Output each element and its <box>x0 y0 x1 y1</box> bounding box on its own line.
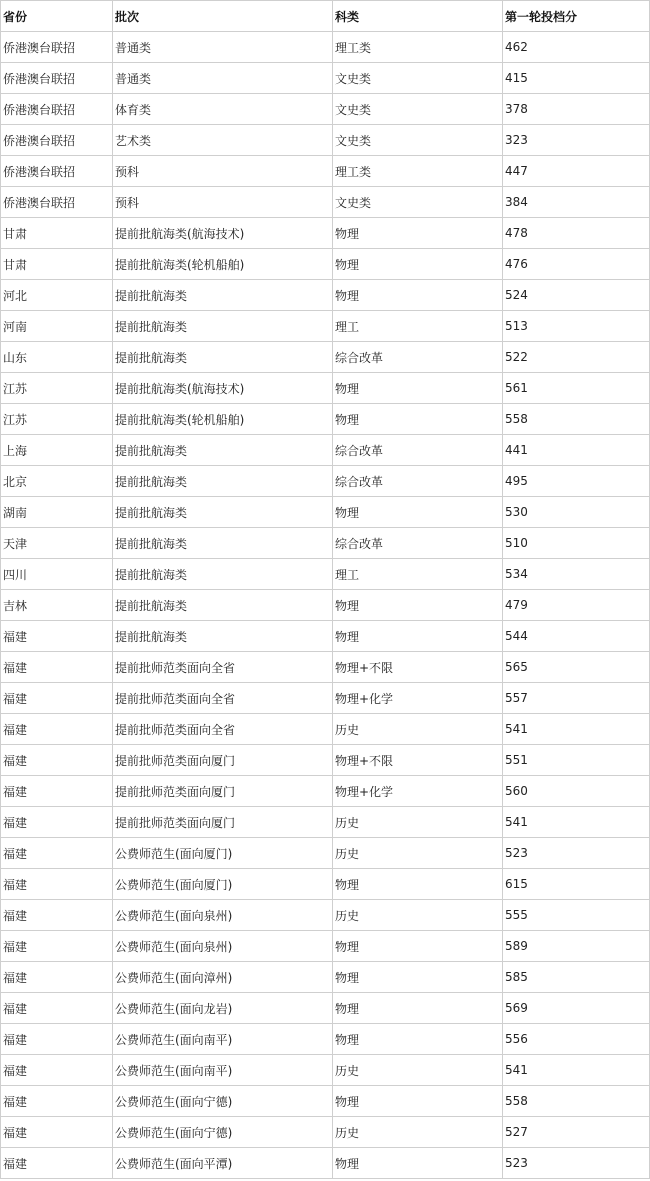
cell-subject: 文史类 <box>333 125 503 156</box>
cell-batch: 提前批航海类(航海技术) <box>113 373 333 404</box>
cell-province: 福建 <box>1 869 113 900</box>
cell-batch: 提前批航海类 <box>113 559 333 590</box>
cell-score: 447 <box>503 156 650 187</box>
cell-score: 585 <box>503 962 650 993</box>
table-row <box>1 869 650 900</box>
cell-batch: 预科 <box>113 156 333 187</box>
table-row <box>1 156 650 187</box>
table-row <box>1 342 650 373</box>
cell-subject: 综合改革 <box>333 435 503 466</box>
cell-subject: 文史类 <box>333 94 503 125</box>
cell-subject: 物理+化学 <box>333 683 503 714</box>
cell-province: 福建 <box>1 652 113 683</box>
cell-batch: 艺术类 <box>113 125 333 156</box>
cell-province: 福建 <box>1 1117 113 1148</box>
cell-score: 530 <box>503 497 650 528</box>
cell-batch: 提前批航海类(航海技术) <box>113 218 333 249</box>
cell-batch: 公费师范生(面向平潭) <box>113 1148 333 1179</box>
table-row <box>1 32 650 63</box>
cell-score: 462 <box>503 32 650 63</box>
cell-province: 湖南 <box>1 497 113 528</box>
table-row <box>1 466 650 497</box>
cell-score: 495 <box>503 466 650 497</box>
cell-subject: 综合改革 <box>333 466 503 497</box>
table-row <box>1 218 650 249</box>
cell-subject: 物理 <box>333 590 503 621</box>
cell-province: 江苏 <box>1 404 113 435</box>
cell-province: 福建 <box>1 993 113 1024</box>
cell-subject: 物理+不限 <box>333 745 503 776</box>
cell-subject: 历史 <box>333 900 503 931</box>
cell-subject: 物理 <box>333 993 503 1024</box>
cell-province: 福建 <box>1 838 113 869</box>
cell-subject: 物理 <box>333 373 503 404</box>
cell-province: 福建 <box>1 962 113 993</box>
cell-score: 522 <box>503 342 650 373</box>
cell-subject: 物理 <box>333 497 503 528</box>
cell-batch: 提前批航海类 <box>113 342 333 373</box>
table-row <box>1 1148 650 1179</box>
cell-province: 山东 <box>1 342 113 373</box>
cell-province: 北京 <box>1 466 113 497</box>
table-row <box>1 497 650 528</box>
header-province: 省份 <box>1 1 113 32</box>
header-subject: 科类 <box>333 1 503 32</box>
cell-score: 569 <box>503 993 650 1024</box>
cell-score: 524 <box>503 280 650 311</box>
table-body <box>1 32 650 1179</box>
cell-province: 福建 <box>1 807 113 838</box>
cell-province: 河北 <box>1 280 113 311</box>
cell-province: 吉林 <box>1 590 113 621</box>
cell-batch: 公费师范生(面向厦门) <box>113 869 333 900</box>
cell-subject: 综合改革 <box>333 342 503 373</box>
cell-batch: 普通类 <box>113 63 333 94</box>
table-row <box>1 94 650 125</box>
table-row <box>1 714 650 745</box>
table-row <box>1 311 650 342</box>
cell-subject: 物理 <box>333 1086 503 1117</box>
cell-province: 四川 <box>1 559 113 590</box>
table-row <box>1 125 650 156</box>
table-row <box>1 435 650 466</box>
cell-batch: 公费师范生(面向泉州) <box>113 900 333 931</box>
table-row <box>1 187 650 218</box>
table-row <box>1 404 650 435</box>
cell-province: 福建 <box>1 714 113 745</box>
cell-province: 福建 <box>1 745 113 776</box>
cell-batch: 提前批航海类 <box>113 280 333 311</box>
cell-subject: 物理 <box>333 249 503 280</box>
cell-subject: 理工类 <box>333 32 503 63</box>
cell-score: 534 <box>503 559 650 590</box>
cell-score: 510 <box>503 528 650 559</box>
cell-batch: 公费师范生(面向厦门) <box>113 838 333 869</box>
cell-subject: 历史 <box>333 714 503 745</box>
table-row <box>1 683 650 714</box>
cell-province: 福建 <box>1 621 113 652</box>
table-row <box>1 652 650 683</box>
cell-batch: 公费师范生(面向南平) <box>113 1055 333 1086</box>
table-row <box>1 280 650 311</box>
cell-score: 384 <box>503 187 650 218</box>
cell-subject: 物理+不限 <box>333 652 503 683</box>
cell-batch: 体育类 <box>113 94 333 125</box>
cell-batch: 提前批航海类 <box>113 497 333 528</box>
cell-batch: 公费师范生(面向泉州) <box>113 931 333 962</box>
cell-batch: 提前批师范类面向厦门 <box>113 807 333 838</box>
cell-score: 560 <box>503 776 650 807</box>
table-row <box>1 931 650 962</box>
cell-score: 541 <box>503 1055 650 1086</box>
header-score: 第一轮投档分 <box>503 1 650 32</box>
cell-province: 福建 <box>1 1086 113 1117</box>
table-row <box>1 776 650 807</box>
cell-batch: 提前批航海类(轮机船舶) <box>113 404 333 435</box>
cell-subject: 历史 <box>333 1055 503 1086</box>
table-row <box>1 1024 650 1055</box>
cell-score: 476 <box>503 249 650 280</box>
cell-score: 557 <box>503 683 650 714</box>
cell-score: 558 <box>503 1086 650 1117</box>
cell-province: 福建 <box>1 683 113 714</box>
table-row <box>1 590 650 621</box>
cell-batch: 提前批航海类(轮机船舶) <box>113 249 333 280</box>
cell-province: 天津 <box>1 528 113 559</box>
cell-score: 558 <box>503 404 650 435</box>
cell-batch: 提前批师范类面向厦门 <box>113 776 333 807</box>
cell-subject: 历史 <box>333 807 503 838</box>
cell-subject: 文史类 <box>333 63 503 94</box>
cell-province: 侨港澳台联招 <box>1 94 113 125</box>
cell-score: 323 <box>503 125 650 156</box>
cell-batch: 提前批航海类 <box>113 435 333 466</box>
cell-score: 441 <box>503 435 650 466</box>
cell-score: 565 <box>503 652 650 683</box>
cell-score: 478 <box>503 218 650 249</box>
cell-subject: 物理 <box>333 621 503 652</box>
cell-province: 上海 <box>1 435 113 466</box>
cell-score: 527 <box>503 1117 650 1148</box>
cell-batch: 公费师范生(面向南平) <box>113 1024 333 1055</box>
cell-batch: 公费师范生(面向宁德) <box>113 1086 333 1117</box>
table-row <box>1 63 650 94</box>
table-row <box>1 962 650 993</box>
cell-province: 河南 <box>1 311 113 342</box>
cell-score: 523 <box>503 1148 650 1179</box>
cell-subject: 历史 <box>333 1117 503 1148</box>
cell-subject: 理工类 <box>333 156 503 187</box>
cell-score: 589 <box>503 931 650 962</box>
cell-score: 544 <box>503 621 650 652</box>
cell-batch: 提前批师范类面向全省 <box>113 652 333 683</box>
cell-subject: 物理 <box>333 1024 503 1055</box>
cell-province: 侨港澳台联招 <box>1 32 113 63</box>
cell-batch: 提前批航海类 <box>113 311 333 342</box>
cell-batch: 公费师范生(面向漳州) <box>113 962 333 993</box>
cell-batch: 提前批师范类面向全省 <box>113 683 333 714</box>
cell-subject: 物理 <box>333 404 503 435</box>
cell-subject: 综合改革 <box>333 528 503 559</box>
cell-subject: 历史 <box>333 838 503 869</box>
cell-subject: 理工 <box>333 311 503 342</box>
cell-province: 江苏 <box>1 373 113 404</box>
cell-province: 侨港澳台联招 <box>1 63 113 94</box>
cell-batch: 提前批师范类面向全省 <box>113 714 333 745</box>
table-row <box>1 1117 650 1148</box>
cell-score: 378 <box>503 94 650 125</box>
cell-score: 415 <box>503 63 650 94</box>
cell-score: 541 <box>503 714 650 745</box>
table-row <box>1 373 650 404</box>
table-row <box>1 993 650 1024</box>
cell-subject: 物理 <box>333 1148 503 1179</box>
table-row <box>1 807 650 838</box>
cell-province: 福建 <box>1 776 113 807</box>
table-row <box>1 559 650 590</box>
table-row <box>1 838 650 869</box>
cell-score: 556 <box>503 1024 650 1055</box>
table-row <box>1 900 650 931</box>
cell-province: 福建 <box>1 1024 113 1055</box>
cell-province: 侨港澳台联招 <box>1 125 113 156</box>
cell-score: 513 <box>503 311 650 342</box>
cell-subject: 物理 <box>333 218 503 249</box>
table-row <box>1 528 650 559</box>
cell-batch: 公费师范生(面向宁德) <box>113 1117 333 1148</box>
cell-subject: 物理 <box>333 931 503 962</box>
cell-score: 523 <box>503 838 650 869</box>
cell-batch: 普通类 <box>113 32 333 63</box>
cell-subject: 物理 <box>333 962 503 993</box>
table-row <box>1 745 650 776</box>
cell-province: 甘肃 <box>1 218 113 249</box>
cell-batch: 预科 <box>113 187 333 218</box>
cell-subject: 理工 <box>333 559 503 590</box>
table-row <box>1 249 650 280</box>
cell-score: 541 <box>503 807 650 838</box>
cell-score: 479 <box>503 590 650 621</box>
cell-score: 615 <box>503 869 650 900</box>
cell-score: 551 <box>503 745 650 776</box>
cell-score: 555 <box>503 900 650 931</box>
cell-batch: 提前批师范类面向厦门 <box>113 745 333 776</box>
cell-subject: 物理+化学 <box>333 776 503 807</box>
cell-subject: 物理 <box>333 280 503 311</box>
cell-batch: 提前批航海类 <box>113 528 333 559</box>
cell-batch: 提前批航海类 <box>113 466 333 497</box>
header-batch: 批次 <box>113 1 333 32</box>
cell-province: 福建 <box>1 900 113 931</box>
table-row <box>1 1086 650 1117</box>
cell-province: 侨港澳台联招 <box>1 156 113 187</box>
cell-batch: 提前批航海类 <box>113 590 333 621</box>
cell-province: 福建 <box>1 931 113 962</box>
cell-batch: 提前批航海类 <box>113 621 333 652</box>
cell-province: 甘肃 <box>1 249 113 280</box>
cell-batch: 公费师范生(面向龙岩) <box>113 993 333 1024</box>
cell-province: 福建 <box>1 1148 113 1179</box>
cell-subject: 文史类 <box>333 187 503 218</box>
table-row <box>1 1055 650 1086</box>
table-header-row <box>1 1 650 32</box>
cell-province: 侨港澳台联招 <box>1 187 113 218</box>
cell-score: 561 <box>503 373 650 404</box>
cell-province: 福建 <box>1 1055 113 1086</box>
cell-subject: 物理 <box>333 869 503 900</box>
table-row <box>1 621 650 652</box>
